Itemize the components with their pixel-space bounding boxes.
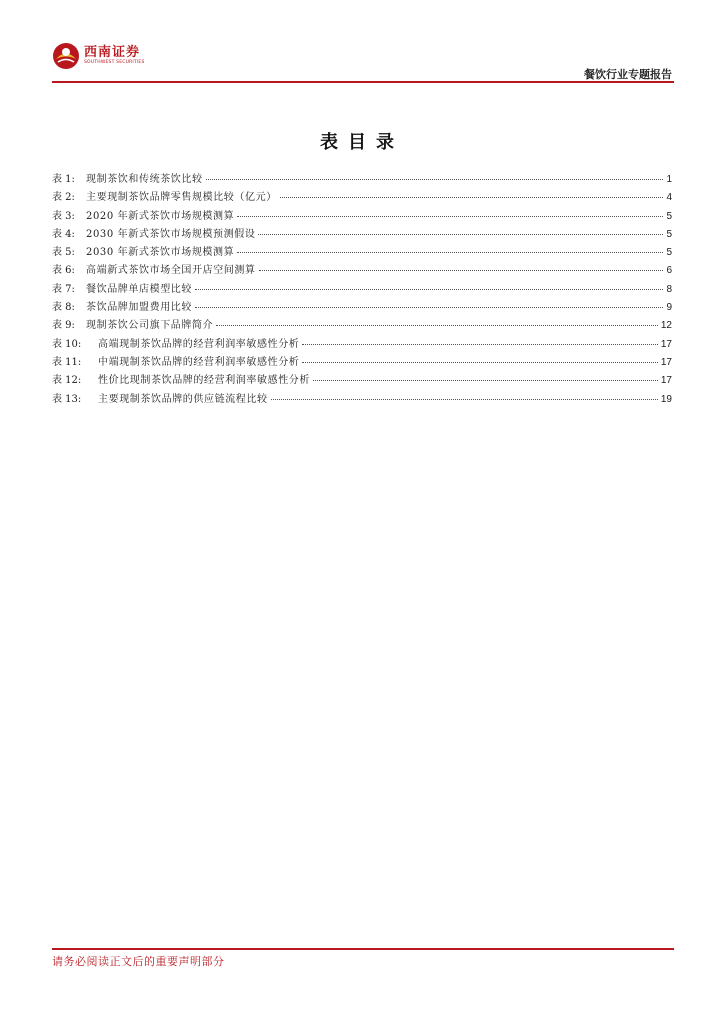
toc-entry-title: 现制茶饮公司旗下品牌简介 <box>86 320 214 332</box>
disclaimer-note: 请务必阅读正文后的重要声明部分 <box>52 955 225 968</box>
toc-entry-number: 表 5: <box>52 247 75 259</box>
toc-entry-number: 表 8: <box>52 302 75 314</box>
toc-entry-title: 茶饮品牌加盟费用比较 <box>86 302 192 314</box>
toc-dot-leader <box>280 197 664 198</box>
toc-entry-page: 4 <box>666 192 672 204</box>
toc-entry[interactable] <box>52 316 672 334</box>
toc-entry-number: 表 1: <box>52 174 75 185</box>
logo-english-name: SOUTHWEST SECURITIES <box>84 60 145 66</box>
toc-dot-leader <box>216 325 658 326</box>
toc-entry-page: 17 <box>660 338 672 350</box>
toc-dot-leader <box>237 216 663 217</box>
table-of-tables <box>52 170 672 408</box>
toc-entry[interactable] <box>52 243 672 261</box>
toc-dot-leader <box>259 270 664 271</box>
page-header <box>52 38 674 82</box>
header-divider <box>52 81 674 83</box>
toc-entry-page: 5 <box>666 247 672 259</box>
toc-entry-page: 17 <box>660 375 672 387</box>
toc-entry[interactable] <box>52 353 672 371</box>
toc-entry-page: 8 <box>666 283 672 295</box>
toc-entry-page: 6 <box>666 265 672 277</box>
toc-entry-title: 2030 年新式茶饮市场规模预测假设 <box>86 228 256 240</box>
toc-entry-page: 9 <box>666 302 672 314</box>
toc-dot-leader <box>271 399 658 400</box>
toc-entry-title: 2030 年新式茶饮市场规模测算 <box>86 247 235 259</box>
toc-entry-title: 2020 年新式茶饮市场规模测算 <box>86 210 235 222</box>
report-type-label: 餐饮行业专题报告 <box>584 68 672 81</box>
toc-entry-page: 19 <box>660 393 672 405</box>
toc-entry-title: 主要现制茶饮品牌的供应链流程比较 <box>98 393 268 405</box>
toc-entry[interactable] <box>52 225 672 243</box>
toc-entry-page: 12 <box>660 320 672 332</box>
toc-entry-number: 表 2: <box>52 192 75 204</box>
toc-dot-leader <box>195 307 663 308</box>
toc-entry-page: 17 <box>660 356 672 368</box>
toc-entry-title: 餐饮品牌单店模型比较 <box>86 283 192 295</box>
toc-entry[interactable] <box>52 335 672 353</box>
company-logo <box>52 42 145 70</box>
toc-entry[interactable] <box>52 170 672 188</box>
toc-dot-leader <box>195 289 663 290</box>
toc-entry[interactable] <box>52 207 672 225</box>
toc-dot-leader <box>302 344 657 345</box>
toc-entry-title: 高端现制茶饮品牌的经营利润率敏感性分析 <box>98 338 300 350</box>
toc-entry[interactable] <box>52 390 672 408</box>
toc-entry-number: 表 10: <box>52 338 82 350</box>
toc-entry-number: 表 7: <box>52 283 75 295</box>
toc-entry[interactable] <box>52 280 672 298</box>
toc-entry[interactable] <box>52 261 672 279</box>
toc-entry-page: 1 <box>666 174 672 185</box>
toc-entry-title: 现制茶饮和传统茶饮比较 <box>86 174 203 185</box>
toc-dot-leader <box>258 234 663 235</box>
toc-dot-leader <box>302 362 657 363</box>
toc-entry-title: 性价比现制茶饮品牌的经营利润率敏感性分析 <box>98 375 310 387</box>
toc-entry-title: 中端现制茶饮品牌的经营利润率敏感性分析 <box>98 356 300 368</box>
toc-entry-number: 表 9: <box>52 320 75 332</box>
toc-dot-leader <box>206 179 664 180</box>
toc-entry-title: 主要现制茶饮品牌零售规模比较（亿元） <box>86 192 277 204</box>
toc-entry-number: 表 12: <box>52 375 82 387</box>
toc-entry-title: 高端新式茶饮市场全国开店空间测算 <box>86 265 256 277</box>
toc-entry-number: 表 3: <box>52 210 75 222</box>
toc-entry-page: 5 <box>666 210 672 222</box>
toc-dot-leader <box>237 252 663 253</box>
footer-divider <box>52 948 674 950</box>
logo-chinese-name: 西南证券 <box>84 45 141 61</box>
toc-entry[interactable] <box>52 298 672 316</box>
toc-entry[interactable] <box>52 188 672 206</box>
southwest-securities-logo-icon <box>52 42 80 70</box>
toc-entry[interactable] <box>52 371 672 389</box>
toc-entry-number: 表 13: <box>52 393 82 405</box>
toc-dot-leader <box>313 380 658 381</box>
toc-entry-page: 5 <box>666 228 672 240</box>
toc-entry-number: 表 6: <box>52 265 75 277</box>
toc-entry-number: 表 4: <box>52 228 75 240</box>
toc-entry-number: 表 11: <box>52 356 82 368</box>
toc-title: 表目录 <box>320 132 404 153</box>
